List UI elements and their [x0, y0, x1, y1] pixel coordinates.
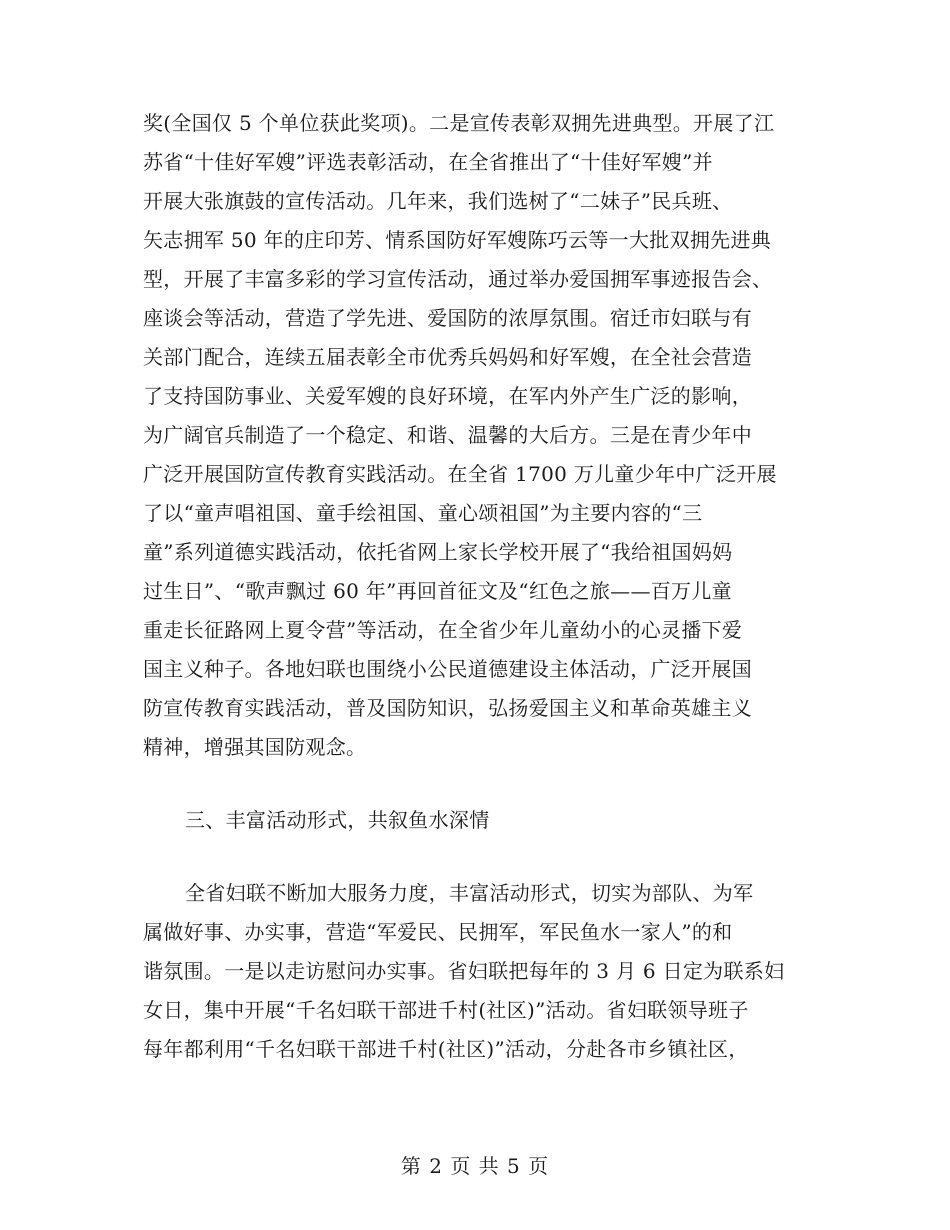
spacer — [143, 840, 815, 874]
text-line: 过生日”、“歌声飘过 60 年”再回首征文及“红色之旅——百万儿童 — [143, 579, 732, 603]
text-line: 女日，集中开展“千名妇联干部进千村(社区)”活动。省妇联领导班子 — [143, 998, 749, 1022]
text-line: 座谈会等活动，营造了学先进、爱国防的浓厚氛围。宿迁市妇联与有 — [143, 306, 752, 330]
text-line: 谐氛围。一是以走访慰问办实事。省妇联把每年的 3 月 6 日定为联系妇 — [143, 959, 785, 983]
text-line: 矢志拥军 50 年的庄印芳、情系国防好军嫂陈巧云等一大批双拥先进典 — [143, 228, 772, 252]
text-line: 型，开展了丰富多彩的学习宣传活动，通过举办爱国拥军事迹报告会、 — [143, 267, 773, 291]
text-line: 童”系列道德实践活动，依托省网上家长学校开展了“我给祖国妈妈 — [143, 540, 733, 564]
document-body — [143, 104, 815, 1069]
text-line: 全省妇联不断加大服务力度，丰富活动形式，切实为部队、为军 — [185, 881, 754, 905]
text-line: 防宣传教育实践活动，普及国防知识，弘扬爱国主义和革命英雄主义 — [143, 696, 752, 720]
paragraph-2 — [143, 874, 815, 1069]
text-line: 广泛开展国防宣传教育实践活动。在全省 1700 万儿童少年中广泛开展 — [143, 462, 777, 486]
text-line: 了支持国防事业、关爱军嫂的良好环境，在军内外产生广泛的影响， — [143, 384, 752, 408]
text-line: 苏省“十佳好军嫂”评选表彰活动，在全省推出了“十佳好军嫂”并 — [143, 150, 713, 174]
text-line: 重走长征路网上夏令营”等活动，在全省少年儿童幼小的心灵播下爱 — [143, 618, 743, 642]
text-line: 了以“童声唱祖国、童手绘祖国、童心颂祖国”为主要内容的“三 — [143, 501, 703, 525]
text-line: 国主义种子。各地妇联也围绕小公民道德建设主体活动，广泛开展国 — [143, 657, 752, 681]
text-line: 为广阔官兵制造了一个稳定、和谐、温馨的大后方。三是在青少年中 — [143, 423, 752, 447]
text-line: 开展大张旗鼓的宣传活动。几年来，我们选树了“二妹子”民兵班、 — [143, 189, 733, 213]
section-heading: 三、丰富活动形式，共叙鱼水深情 — [185, 808, 490, 832]
text-line: 属做好事、办实事，营造“军爱民、民拥军，军民鱼水一家人”的和 — [143, 920, 733, 944]
text-line: 奖(全国仅 5 个单位获此奖项)。二是宣传表彰双拥先进典型。开展了江 — [143, 111, 775, 135]
text-line: 精神，增强其国防观念。 — [143, 735, 367, 759]
text-line: 关部门配合，连续五届表彰全市优秀兵妈妈和好军嫂，在全社会营造 — [143, 345, 752, 369]
spacer — [143, 767, 815, 801]
page-number-footer: 第 2 页 共 5 页 — [400, 1154, 550, 1178]
paragraph-1 — [143, 104, 815, 767]
text-line: 每年都利用“千名妇联干部进千村(社区)”活动，分赴各市乡镇社区， — [143, 1037, 749, 1061]
